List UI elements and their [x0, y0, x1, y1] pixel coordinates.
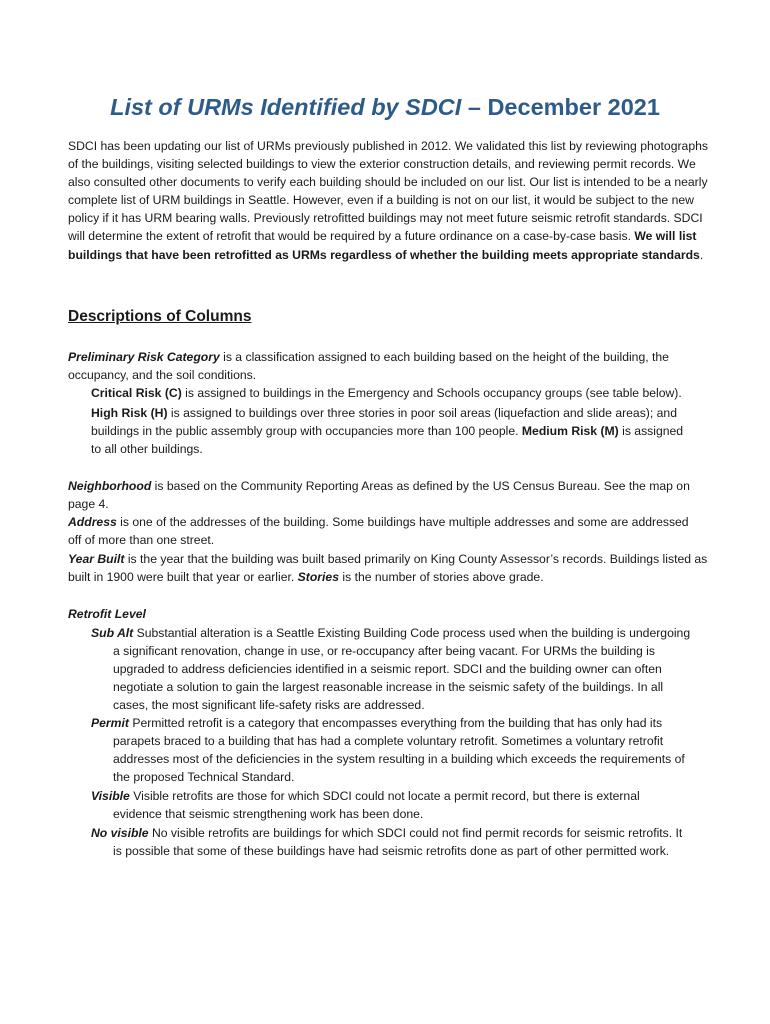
visible-text: Visible retrofits are those for which SDCI could not locate a permit record, but there is external evidence that seismic strengthening work has been done. — [113, 789, 640, 822]
address-term: Address — [68, 515, 117, 529]
title-italic: List of URMs Identified by SDCI — [110, 94, 462, 120]
intro-bold-text: We will list buildings that have been retrofitted as URMs regardless of whether the building meets appropriate standards — [68, 229, 700, 262]
critical-risk-term: Critical Risk (C) — [91, 386, 182, 400]
columns-heading: Descriptions of Columns — [68, 308, 252, 325]
intro-text: SDCI has been updating our list of URMs previously published in 2012. We validated this list by reviewing photographs of the buildings, visiting selected buildings to view the exterior construction details, and reviewing permit records. We also consulted other documents to verify each building should be included on our list. Our list is intended to be a nearly complete list of URM buildings in Seattle. However, even if a building is not on our list, it would be subject to the new policy if it has URM bearing walls. Previously retrofitted buildings may not meet future seismic retrofit standards. SDCI will determine the extent of retrofit that would be required by a future ordinance on a case-by-case basis. — [68, 139, 708, 244]
address-text: is one of the addresses of the building. Some buildings have multiple addresses and some are addressed off of more than one street. — [68, 515, 689, 548]
neighborhood-paragraph — [68, 477, 703, 513]
critical-risk-paragraph — [91, 384, 711, 402]
retrofit-item-no-visible — [91, 824, 683, 860]
risk-paragraph — [68, 348, 708, 384]
permit-term: Permit — [91, 716, 129, 730]
neighborhood-term: Neighborhood — [68, 479, 152, 493]
retrofit-item-sub-alt — [91, 624, 698, 714]
no-visible-text: No visible retrofits are buildings for which SDCI could not find permit records for seismic retrofits. It is possible that some of these buildings have had seismic retrofits done as part of other permitted work. — [113, 826, 683, 859]
high-risk-term: High Risk (H) — [91, 406, 168, 420]
no-visible-term: No visible — [91, 826, 149, 840]
stories-text: is the number of stories above grade. — [339, 570, 544, 585]
retrofit-item-visible — [91, 787, 683, 823]
medium-risk-text: is assigned to all other buildings. — [91, 424, 684, 457]
visible-term: Visible — [91, 789, 130, 803]
address-paragraph — [68, 513, 703, 549]
year-built-term: Year Built — [68, 552, 125, 566]
retrofit-item-permit — [91, 714, 701, 786]
sub-alt-text: Substantial alteration is a Seattle Existing Building Code process used when the building is undergoing a significant renovation, change in use, or re-occupancy after being vacant. For URMs the building is upgraded to address deficiencies identified in a seismic report. SDCI and the building owner can often negotiate a solution to gain the largest reasonable increase in the seismic safety of the buildings. In all cases, the most significant life-safety risks are addressed. — [113, 626, 691, 713]
year-built-text: is the year that the building was built based primarily on King County Assessor’s records. Buildings listed as built in 1900 were built that year or earlier. — [68, 552, 708, 585]
intro-end: . — [699, 247, 704, 262]
risk-term: Preliminary Risk Category — [68, 350, 220, 364]
title-date: December 2021 — [487, 94, 660, 120]
critical-risk-text: is assigned to buildings in the Emergency and Schools occupancy groups (see table below). — [181, 386, 682, 400]
high-risk-text: is assigned to buildings over three stories in poor soil areas (liquefaction and slide areas); and buildings in the public assembly group with occupancies more than 100 people. — [91, 406, 677, 439]
neighborhood-text: is based on the Community Reporting Areas as defined by the US Census Bureau. See the map on page 4. — [68, 479, 690, 512]
page-title — [0, 94, 770, 121]
high-risk-paragraph — [91, 404, 686, 458]
stories-term: Stories — [297, 570, 339, 585]
retrofit-heading: Retrofit Level — [68, 607, 146, 621]
risk-text: is a classification assigned to each building based on the height of the building, the occupancy, and the soil conditions. — [68, 350, 669, 383]
intro-paragraph — [68, 137, 708, 264]
year-built-paragraph — [68, 550, 708, 586]
title-dash: – — [461, 94, 488, 120]
permit-text: Permitted retrofit is a category that encompasses everything from the building that has only had its parapets braced to a building that has had a complete voluntary retrofit. Sometimes a voluntary retrofit addresses most of the deficiencies in the system resulting in a building which exceeds the requirements of the proposed Technical Standard. — [113, 716, 685, 785]
sub-alt-term: Sub Alt — [91, 626, 134, 640]
medium-risk-term: Medium Risk (M) — [521, 424, 619, 439]
